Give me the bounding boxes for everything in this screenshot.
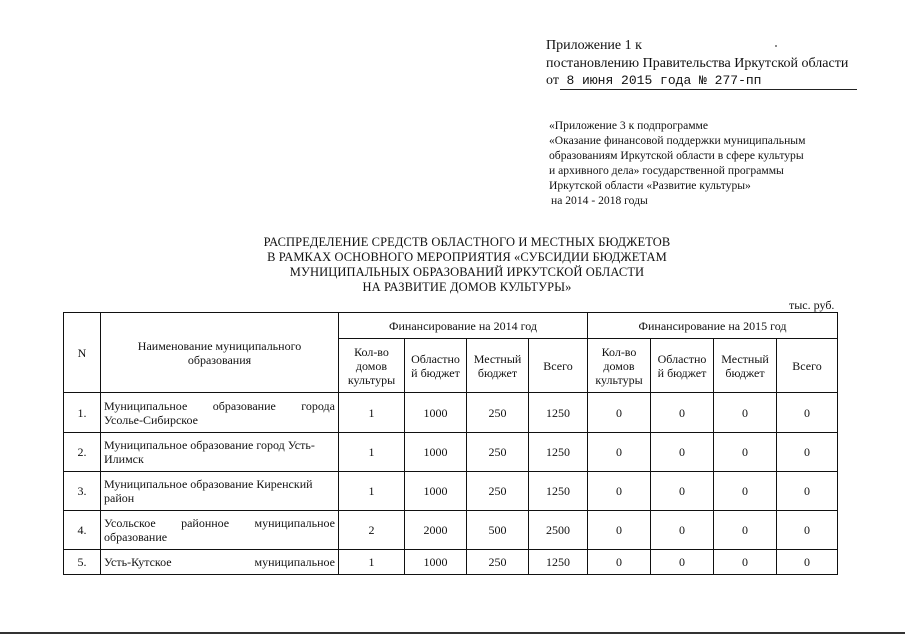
cell-local-2014: 250 xyxy=(467,393,529,433)
cell-local-2014: 250 xyxy=(467,550,529,575)
subheader-total-2015: Всего xyxy=(777,339,838,393)
subheader-count-2014: Кол-во домов культуры xyxy=(339,339,405,393)
note-line: «Приложение 3 к подпрограмме xyxy=(549,119,709,132)
row-municipality: Муниципальное образование Киренский район xyxy=(101,472,339,511)
cell-regional-2015: 0 xyxy=(651,511,714,550)
cell-local-2014: 500 xyxy=(467,511,529,550)
cell-total-2014: 1250 xyxy=(529,472,588,511)
cell-total-2015: 0 xyxy=(777,511,838,550)
subheader-regional-2015: Областно й бюджет xyxy=(651,339,714,393)
cell-regional-2014: 1000 xyxy=(405,393,467,433)
cell-local-2014: 250 xyxy=(467,433,529,472)
page-bottom-edge xyxy=(0,632,905,634)
row-municipality: Усть-Кутское муниципальное xyxy=(101,550,339,575)
cell-local-2015: 0 xyxy=(714,472,777,511)
row-number: 5. xyxy=(64,550,101,575)
header-underline xyxy=(560,89,857,90)
cell-total-2014: 2500 xyxy=(529,511,588,550)
header-municipality-line2: образования xyxy=(187,352,252,367)
subheader-local-2014: Местный бюджет xyxy=(467,339,529,393)
cell-total-2015: 0 xyxy=(777,472,838,511)
cell-local-2015: 0 xyxy=(714,550,777,575)
cell-regional-2014: 1000 xyxy=(405,433,467,472)
note-line: на 2014 - 2018 годы xyxy=(551,194,648,207)
row-municipality: Муниципальное образование города Усолье-Сибирское xyxy=(101,393,339,433)
note-line: и архивного дела» государственной программы xyxy=(549,164,784,177)
row-municipality: Усольское районное муниципальное образование xyxy=(101,511,339,550)
header-municipality-line1: Наименование муниципального xyxy=(137,338,302,353)
title-line: НА РАЗВИТИЕ ДОМОВ КУЛЬТУРЫ» xyxy=(362,280,572,294)
cell-total-2014: 1250 xyxy=(529,393,588,433)
cell-regional-2014: 1000 xyxy=(405,550,467,575)
cell-regional-2014: 2000 xyxy=(405,511,467,550)
subheader-count-2015: Кол-во домов культуры xyxy=(588,339,651,393)
cell-regional-2015: 0 xyxy=(651,472,714,511)
table-row xyxy=(64,550,838,575)
cell-local-2015: 0 xyxy=(714,511,777,550)
cell-count-2014: 1 xyxy=(339,472,405,511)
cell-count-2014: 1 xyxy=(339,433,405,472)
table-row xyxy=(64,433,838,472)
row-number: 1. xyxy=(64,393,101,433)
table-row xyxy=(64,472,838,511)
row-number: 3. xyxy=(64,472,101,511)
scan-speck xyxy=(775,45,777,47)
cell-count-2015: 0 xyxy=(588,550,651,575)
table-header-row xyxy=(64,313,838,339)
table-row xyxy=(64,511,838,550)
cell-total-2014: 1250 xyxy=(529,550,588,575)
cell-regional-2015: 0 xyxy=(651,550,714,575)
cell-local-2014: 250 xyxy=(467,472,529,511)
cell-count-2014: 1 xyxy=(339,550,405,575)
note-line: образованиям Иркутской области в сфере культуры xyxy=(549,149,804,162)
subheader-local-2015: Местный бюджет xyxy=(714,339,777,393)
cell-count-2015: 0 xyxy=(588,511,651,550)
cell-count-2015: 0 xyxy=(588,433,651,472)
cell-count-2015: 0 xyxy=(588,393,651,433)
note-line: Иркутской области «Развитие культуры» xyxy=(549,179,751,192)
cell-total-2015: 0 xyxy=(777,433,838,472)
cell-regional-2015: 0 xyxy=(651,393,714,433)
appendix-note xyxy=(549,118,805,208)
header-n: N xyxy=(64,313,101,393)
cell-regional-2014: 1000 xyxy=(405,472,467,511)
header-funding-2015: Финансирование на 2015 год xyxy=(588,313,838,339)
cell-regional-2015: 0 xyxy=(651,433,714,472)
note-line: «Оказание финансовой поддержки муниципальным xyxy=(549,134,806,147)
title-line: РАСПРЕДЕЛЕНИЕ СРЕДСТВ ОБЛАСТНОГО И МЕСТНЫХ БЮДЖЕТОВ xyxy=(263,235,671,249)
cell-local-2015: 0 xyxy=(714,393,777,433)
table-row xyxy=(64,393,838,433)
title-line: МУНИЦИПАЛЬНЫХ ОБРАЗОВАНИЙ ИРКУТСКОЙ ОБЛАСТИ xyxy=(289,265,645,279)
cell-total-2015: 0 xyxy=(777,550,838,575)
document-title xyxy=(200,235,734,295)
budget-distribution-table xyxy=(63,312,838,575)
cell-local-2015: 0 xyxy=(714,433,777,472)
header-date-line xyxy=(546,72,761,90)
title-line: В РАМКАХ ОСНОВНОГО МЕРОПРИЯТИЯ «СУБСИДИИ БЮДЖЕТАМ xyxy=(267,250,667,264)
subheader-regional-2014: Областно й бюджет xyxy=(405,339,467,393)
cell-count-2014: 1 xyxy=(339,393,405,433)
row-municipality: Муниципальное образование город Усть- Илимск xyxy=(101,433,339,472)
row-number: 2. xyxy=(64,433,101,472)
header-municipality xyxy=(101,313,339,393)
cell-total-2014: 1250 xyxy=(529,433,588,472)
cell-count-2015: 0 xyxy=(588,472,651,511)
unit-label: тыс. руб. xyxy=(789,298,835,312)
header-funding-2014: Финансирование на 2014 год xyxy=(339,313,588,339)
header-appendix-line: Приложение 1 к xyxy=(546,38,642,53)
cell-total-2015: 0 xyxy=(777,393,838,433)
cell-count-2014: 2 xyxy=(339,511,405,550)
header-resolution-line: постановлению Правительства Иркутской области xyxy=(546,56,849,71)
row-number: 4. xyxy=(64,511,101,550)
subheader-total-2014: Всего xyxy=(529,339,588,393)
header-date-prefix: от xyxy=(546,73,559,88)
header-date-number: 8 июня 2015 года № 277-пп xyxy=(566,73,762,88)
